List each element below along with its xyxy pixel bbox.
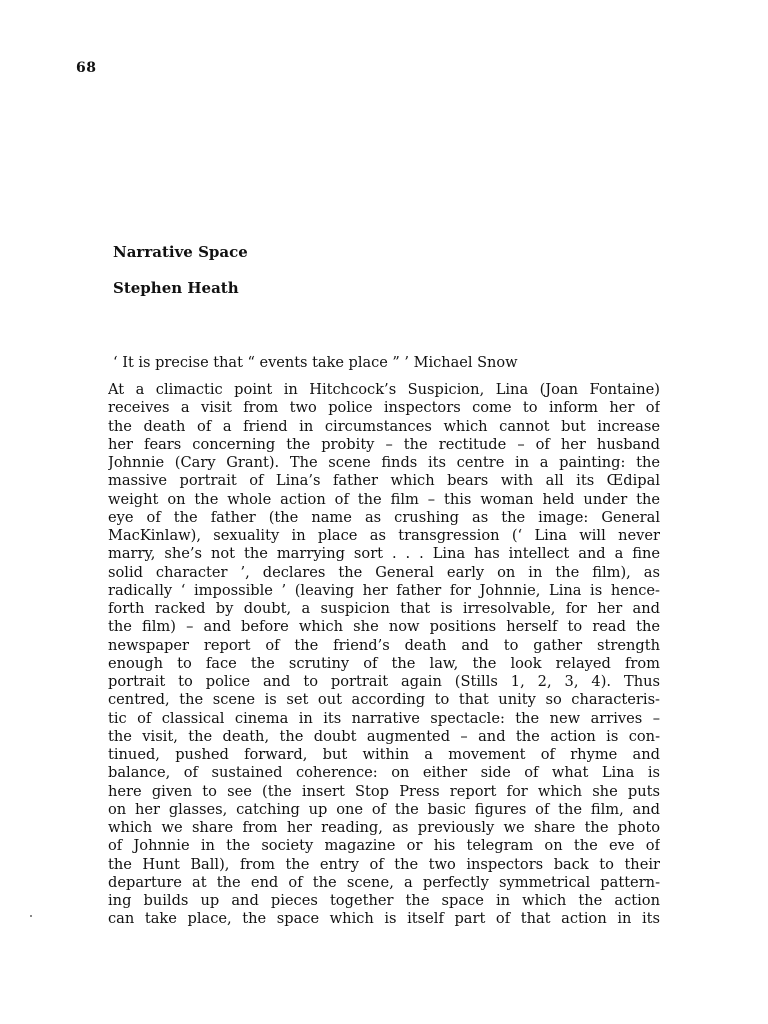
article-title: Narrative Space (113, 243, 248, 261)
article-author: Stephen Heath (113, 279, 239, 297)
body-line: the film) – and before which she now positions herself to read the (108, 618, 660, 636)
body-line: marry, she’s not the marrying sort . . . Lina has intellect and a fine (108, 545, 660, 563)
body-line: eye of the father (the name as crushing as the image: General (108, 508, 660, 526)
body-line: the Hunt Ball), from the entry of the two inspectors back to their (108, 855, 660, 873)
body-line: radically ‘ impossible ’ (leaving her father for Johnnie, Lina is hence- (108, 581, 660, 599)
body-line: solid character ’, declares the General early on in the film), as (108, 563, 660, 581)
body-line: here given to see (the insert Stop Press report for which she puts (108, 782, 660, 800)
body-line: balance, of sustained coherence: on either side of what Lina is (108, 764, 660, 782)
body-line: her fears concerning the probity – the rectitude – of her husband (108, 435, 660, 453)
body-line: departure at the end of the scene, a perfectly symmetrical pattern- (108, 873, 660, 891)
body-line: weight on the whole action of the film – this woman held under the (108, 490, 660, 508)
epigraph: ‘ It is precise that “ events take place ” ’ Michael Snow (113, 355, 518, 371)
body-line: massive portrait of Lina’s father which bears with all its Œdipal (108, 472, 660, 490)
body-line: newspaper report of the friend’s death and to gather strength (108, 636, 660, 654)
body-line: tinued, pushed forward, but within a movement of rhyme and (108, 746, 660, 763)
body-text (108, 381, 660, 929)
body-line: can take place, the space which is itself part of that action in its (108, 910, 660, 928)
body-line: tic of classical cinema in its narrative spectacle: the new arrives – (108, 709, 660, 727)
body-line: At a climactic point in Hitchcock’s Suspicion, Lina (Joan Fontaine) (108, 381, 660, 398)
body-line: receives a visit from two police inspectors come to inform her of (108, 399, 660, 417)
body-line: of Johnnie in the society magazine or his telegram on the eve of (108, 837, 660, 855)
body-line: centred, the scene is set out according to that unity so characteris- (108, 691, 660, 709)
body-line: forth racked by doubt, a suspicion that is irresolvable, for her and (108, 600, 660, 617)
body-line: the death of a friend in circumstances which cannot but increase (108, 417, 660, 435)
body-line: which we share from her reading, as previously we share the photo (108, 819, 660, 836)
body-line: on her glasses, catching up one of the basic figures of the film, and (108, 800, 660, 818)
body-line: MacKinlaw), sexuality in place as transgression (‘ Lina will never (108, 527, 660, 544)
body-line: Johnnie (Cary Grant). The scene finds its centre in a painting: the (108, 454, 660, 471)
body-line: enough to face the scrutiny of the law, the look relayed from (108, 654, 660, 672)
page-number: 68 (76, 60, 97, 76)
margin-mark (30, 915, 32, 917)
body-line: the visit, the death, the doubt augmented – and the action is con- (108, 727, 660, 745)
body-line: portrait to police and to portrait again (Stills 1, 2, 3, 4). Thus (108, 673, 660, 690)
body-line: ing builds up and pieces together the space in which the action (108, 892, 660, 909)
